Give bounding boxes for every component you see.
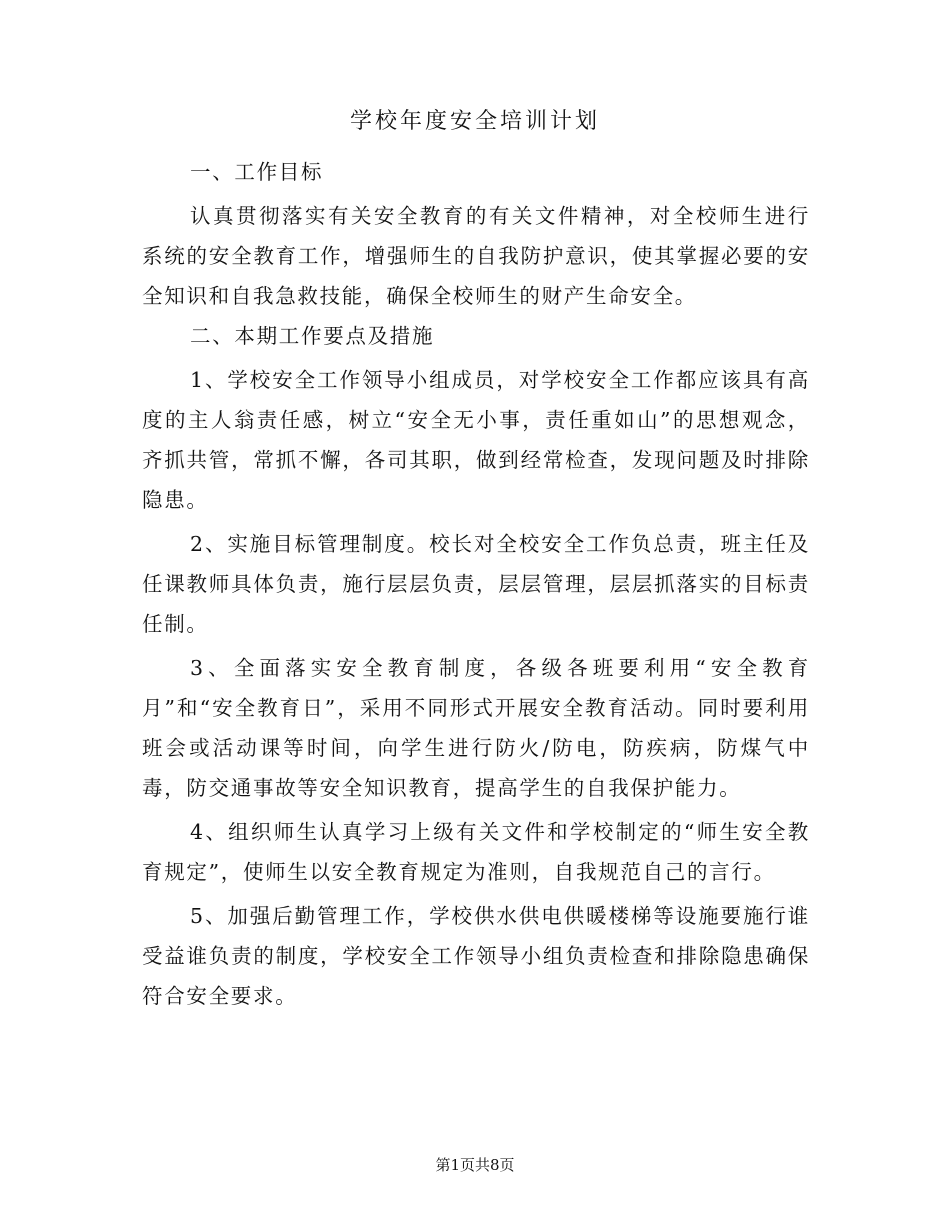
paragraph-goals: 认真贯彻落实有关安全教育的有关文件精神，对全校师生进行系统的安全教育工作，增强师生的自我防护意识，使其掌握必要的安全知识和自我急救技能，确保全校师生的财产生命安全。 <box>142 204 810 308</box>
paragraph-measure-5: 5、加强后勤管理工作，学校供水供电供暖楼梯等设施要施行谁受益谁负责的制度，学校安全工作领导小组负责检查和排除隐患确保符合安全要求。 <box>142 904 810 1008</box>
document-body <box>142 152 810 1016</box>
page-footer: 第1页共8页 <box>435 1156 515 1174</box>
paragraph-measure-4: 4、组织师生认真学习上级有关文件和学校制定的“师生安全教育规定”，使师生以安全教育规定为准则，自我规范自己的言行。 <box>142 820 810 884</box>
document-title: 学校年度安全培训计划 <box>349 109 600 134</box>
section-heading-goals: 一、工作目标 <box>190 160 324 184</box>
section-heading-measures: 二、本期工作要点及措施 <box>190 324 435 348</box>
paragraph-measure-3: 3、全面落实安全教育制度，各级各班要利用“安全教育月”和“安全教育日”，采用不同形式开展安全教育活动。同时要利用班会或活动课等时间，向学生进行防火/防电，防疾病，防煤气中毒，防交通事故等安全知识教育，提高学生的自我保护能力。 <box>142 656 810 800</box>
paragraph-measure-2: 2、实施目标管理制度。校长对全校安全工作负总责，班主任及任课教师具体负责，施行层层负责，层层管理，层层抓落实的目标责任制。 <box>142 532 810 636</box>
paragraph-measure-1: 1、学校安全工作领导小组成员，对学校安全工作都应该具有高度的主人翁责任感，树立“安全无小事，责任重如山”的思想观念，齐抓共管，常抓不懈，各司其职，做到经常检查，发现问题及时排除隐患。 <box>142 368 810 512</box>
